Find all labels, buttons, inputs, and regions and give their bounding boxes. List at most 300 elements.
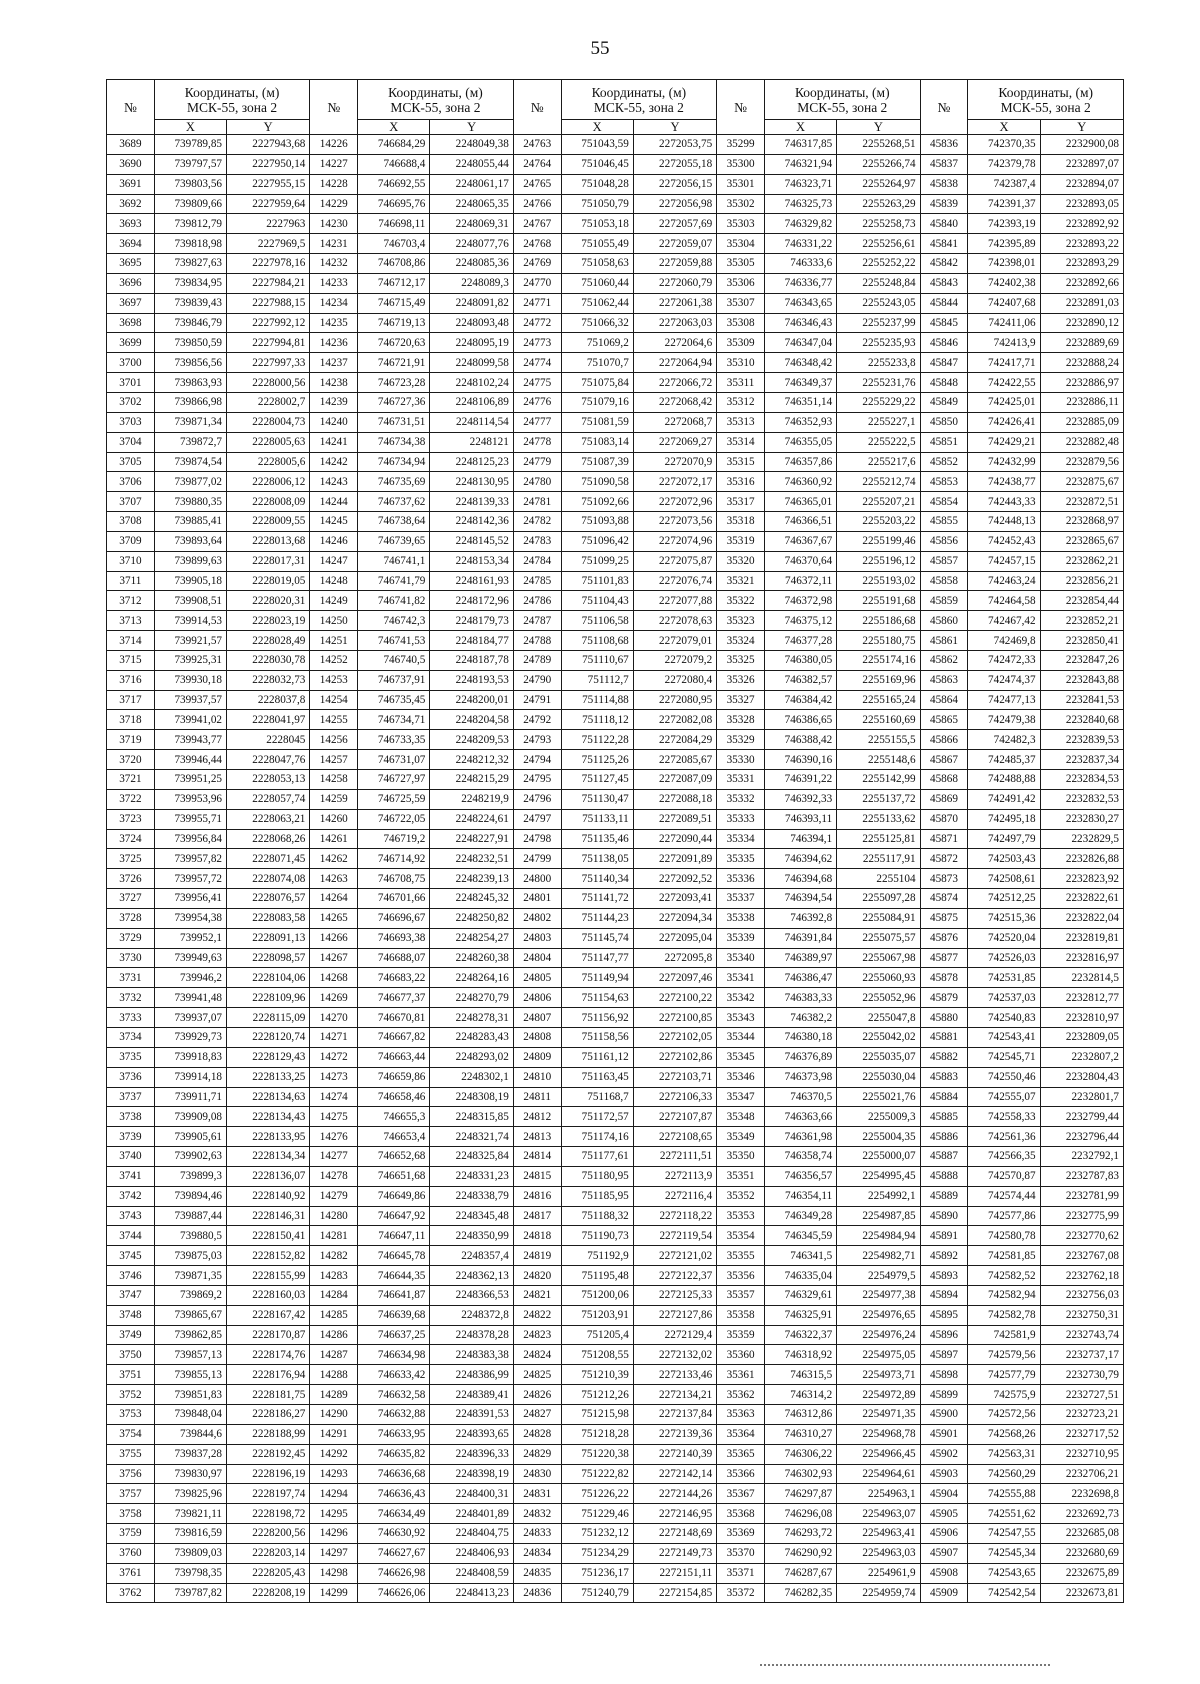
coord-y: 2228181,75	[227, 1385, 310, 1405]
coord-y: 2248401,89	[430, 1504, 513, 1524]
coord-x: 751092,66	[561, 492, 633, 512]
coord-y: 2232819,81	[1040, 928, 1123, 948]
coord-x: 751087,39	[561, 452, 633, 472]
point-number: 14296	[310, 1524, 358, 1544]
coord-x: 746658,46	[358, 1087, 430, 1107]
point-number: 3699	[107, 333, 155, 353]
coord-y: 2232816,97	[1040, 948, 1123, 968]
point-number: 35301	[717, 174, 765, 194]
point-number: 14297	[310, 1543, 358, 1563]
point-number: 24833	[513, 1524, 561, 1544]
header-y-5: Y	[1040, 120, 1123, 135]
coord-x: 746637,25	[358, 1325, 430, 1345]
table-row	[107, 1206, 1124, 1226]
point-number: 3689	[107, 135, 155, 155]
coord-y: 2272056,15	[633, 174, 716, 194]
coord-x: 751083,14	[561, 432, 633, 452]
point-number: 14235	[310, 313, 358, 333]
header-no-4: №	[717, 80, 765, 135]
coord-x: 746302,93	[764, 1464, 836, 1484]
point-number: 3714	[107, 631, 155, 651]
point-number: 35338	[717, 908, 765, 928]
point-number: 24780	[513, 472, 561, 492]
point-number: 3692	[107, 194, 155, 214]
coord-x: 746351,14	[764, 392, 836, 412]
coord-x: 746290,92	[764, 1543, 836, 1563]
coord-x: 751060,44	[561, 273, 633, 293]
point-number: 3706	[107, 472, 155, 492]
point-number: 3710	[107, 551, 155, 571]
coord-x: 742566,35	[968, 1147, 1040, 1167]
page-number: 55	[590, 38, 610, 59]
coord-x: 742452,43	[968, 531, 1040, 551]
coord-y: 2248139,33	[430, 492, 513, 512]
point-number: 35307	[717, 293, 765, 313]
point-number: 24814	[513, 1147, 561, 1167]
point-number: 45844	[920, 293, 968, 313]
point-number: 3717	[107, 690, 155, 710]
coord-x: 739869,2	[154, 1285, 226, 1305]
table-row	[107, 1147, 1124, 1167]
table-row	[107, 928, 1124, 948]
coord-y: 2255137,72	[837, 789, 920, 809]
coord-x: 751236,17	[561, 1563, 633, 1583]
coord-y: 2255264,97	[837, 174, 920, 194]
point-number: 35335	[717, 849, 765, 869]
table-row	[107, 849, 1124, 869]
coord-y: 2255060,93	[837, 968, 920, 988]
coord-y: 2228196,19	[227, 1464, 310, 1484]
coord-x: 742582,52	[968, 1266, 1040, 1286]
coord-x: 739850,59	[154, 333, 226, 353]
scan-artifact	[760, 1664, 1050, 1669]
table-row	[107, 1524, 1124, 1544]
coord-y: 2255237,99	[837, 313, 920, 333]
coord-y: 2228140,92	[227, 1186, 310, 1206]
coord-x: 746741,1	[358, 551, 430, 571]
table-row	[107, 1563, 1124, 1583]
point-number: 14272	[310, 1047, 358, 1067]
point-number: 35336	[717, 869, 765, 889]
point-number: 24784	[513, 551, 561, 571]
point-number: 24772	[513, 313, 561, 333]
coord-x: 746740,5	[358, 650, 430, 670]
coord-y: 2228004,73	[227, 412, 310, 432]
coord-y: 2272146,95	[633, 1504, 716, 1524]
coord-y: 2232829,5	[1040, 829, 1123, 849]
coord-x: 742526,03	[968, 948, 1040, 968]
coord-x: 742485,37	[968, 750, 1040, 770]
coord-y: 2228197,74	[227, 1484, 310, 1504]
coord-y: 2228200,56	[227, 1524, 310, 1544]
point-number: 45884	[920, 1087, 968, 1107]
point-number: 24817	[513, 1206, 561, 1226]
coord-x: 746287,67	[764, 1563, 836, 1583]
coord-x: 746739,65	[358, 531, 430, 551]
coord-y: 2255248,84	[837, 273, 920, 293]
coord-x: 742540,83	[968, 1008, 1040, 1028]
point-number: 14291	[310, 1424, 358, 1444]
point-number: 3740	[107, 1147, 155, 1167]
coord-y: 2272089,51	[633, 809, 716, 829]
point-number: 14279	[310, 1186, 358, 1206]
coord-y: 2272134,21	[633, 1385, 716, 1405]
coord-y: 2248393,65	[430, 1424, 513, 1444]
point-number: 24801	[513, 889, 561, 909]
coord-x: 746325,73	[764, 194, 836, 214]
point-number: 14278	[310, 1166, 358, 1186]
point-number: 14270	[310, 1008, 358, 1028]
coord-y: 2248400,31	[430, 1484, 513, 1504]
point-number: 24781	[513, 492, 561, 512]
header-x-2: X	[358, 120, 430, 135]
point-number: 45892	[920, 1246, 968, 1266]
point-number: 3719	[107, 730, 155, 750]
point-number: 35342	[717, 988, 765, 1008]
coord-y: 2228008,09	[227, 492, 310, 512]
coord-x: 739837,28	[154, 1444, 226, 1464]
point-number: 3694	[107, 234, 155, 254]
coord-x: 746384,42	[764, 690, 836, 710]
point-number: 14286	[310, 1325, 358, 1345]
table-row	[107, 730, 1124, 750]
coord-y: 2255009,3	[837, 1107, 920, 1127]
coord-y: 2255191,68	[837, 591, 920, 611]
point-number: 3720	[107, 750, 155, 770]
coord-y: 2232897,07	[1040, 154, 1123, 174]
coord-y: 2248239,13	[430, 869, 513, 889]
coord-y: 2248413,23	[430, 1583, 513, 1603]
coord-y: 2272064,94	[633, 353, 716, 373]
coord-y: 2248125,23	[430, 452, 513, 472]
coord-y: 2228005,6	[227, 452, 310, 472]
point-number: 3728	[107, 908, 155, 928]
coord-y: 2248245,32	[430, 889, 513, 909]
point-number: 14269	[310, 988, 358, 1008]
coord-x: 742503,43	[968, 849, 1040, 869]
point-number: 14239	[310, 392, 358, 412]
point-number: 14238	[310, 373, 358, 393]
coord-x: 739941,02	[154, 710, 226, 730]
point-number: 35324	[717, 631, 765, 651]
coord-x: 739834,95	[154, 273, 226, 293]
coord-y: 2232706,21	[1040, 1464, 1123, 1484]
coord-y: 2255125,81	[837, 829, 920, 849]
coord-x: 742520,04	[968, 928, 1040, 948]
table-row	[107, 1464, 1124, 1484]
coord-y: 2272097,46	[633, 968, 716, 988]
point-number: 35340	[717, 948, 765, 968]
point-number: 35322	[717, 591, 765, 611]
coord-y: 2248106,89	[430, 392, 513, 412]
table-row	[107, 135, 1124, 155]
coord-y: 2272056,98	[633, 194, 716, 214]
coord-y: 2272144,26	[633, 1484, 716, 1504]
point-number: 24823	[513, 1325, 561, 1345]
coord-x: 746325,91	[764, 1305, 836, 1325]
coord-y: 2248362,13	[430, 1266, 513, 1286]
coord-y: 2248179,73	[430, 611, 513, 631]
coord-y: 2227988,15	[227, 293, 310, 313]
coord-y: 2248283,43	[430, 1027, 513, 1047]
coord-x: 746394,68	[764, 869, 836, 889]
coord-y: 2228071,45	[227, 849, 310, 869]
coord-y: 2248331,23	[430, 1166, 513, 1186]
point-number: 3716	[107, 670, 155, 690]
coord-x: 746382,57	[764, 670, 836, 690]
point-number: 3751	[107, 1365, 155, 1385]
coord-x: 746722,05	[358, 809, 430, 829]
coord-y: 2255030,04	[837, 1067, 920, 1087]
table-row	[107, 412, 1124, 432]
table-row	[107, 1424, 1124, 1444]
coord-x: 751110,67	[561, 650, 633, 670]
point-number: 35323	[717, 611, 765, 631]
coord-y: 2248227,91	[430, 829, 513, 849]
coord-x: 746341,5	[764, 1246, 836, 1266]
table-row	[107, 611, 1124, 631]
coord-y: 2272057,69	[633, 214, 716, 234]
table-row	[107, 214, 1124, 234]
coord-y: 2272091,89	[633, 849, 716, 869]
coord-x: 746355,05	[764, 432, 836, 452]
point-number: 35315	[717, 452, 765, 472]
coord-y: 2255155,5	[837, 730, 920, 750]
coord-x: 751046,45	[561, 154, 633, 174]
coord-x: 746366,51	[764, 512, 836, 532]
coord-x: 746693,38	[358, 928, 430, 948]
coord-y: 2272116,4	[633, 1186, 716, 1206]
point-number: 35365	[717, 1444, 765, 1464]
header-y-2: Y	[430, 120, 513, 135]
coord-y: 2228174,76	[227, 1345, 310, 1365]
coord-y: 2255004,35	[837, 1127, 920, 1147]
coord-x: 746392,8	[764, 908, 836, 928]
coord-y: 2248212,32	[430, 750, 513, 770]
coord-y: 2272100,85	[633, 1008, 716, 1028]
coord-x: 742393,19	[968, 214, 1040, 234]
coord-y: 2228133,95	[227, 1127, 310, 1147]
coord-y: 2228013,68	[227, 531, 310, 551]
point-number: 45856	[920, 531, 968, 551]
coord-x: 751075,84	[561, 373, 633, 393]
coord-y: 2255021,76	[837, 1087, 920, 1107]
coord-x: 742464,58	[968, 591, 1040, 611]
point-number: 45875	[920, 908, 968, 928]
coord-y: 2232727,51	[1040, 1385, 1123, 1405]
table-row	[107, 1246, 1124, 1266]
coord-x: 751058,63	[561, 254, 633, 274]
coord-x: 751190,73	[561, 1226, 633, 1246]
header-x-1: X	[154, 120, 226, 135]
coord-x: 751081,59	[561, 412, 633, 432]
point-number: 14281	[310, 1226, 358, 1246]
coord-x: 742497,79	[968, 829, 1040, 849]
coord-y: 2232893,05	[1040, 194, 1123, 214]
coord-y: 2232890,12	[1040, 313, 1123, 333]
table-row	[107, 1067, 1124, 1087]
coord-x: 739911,71	[154, 1087, 226, 1107]
point-number: 45895	[920, 1305, 968, 1325]
point-number: 24821	[513, 1285, 561, 1305]
coord-y: 2228167,42	[227, 1305, 310, 1325]
coord-x: 746394,62	[764, 849, 836, 869]
coord-y: 2255243,05	[837, 293, 920, 313]
point-number: 35366	[717, 1464, 765, 1484]
coord-y: 2228009,55	[227, 512, 310, 532]
point-number: 24828	[513, 1424, 561, 1444]
coord-x: 746296,08	[764, 1504, 836, 1524]
point-number: 35316	[717, 472, 765, 492]
coord-x: 739825,96	[154, 1484, 226, 1504]
coord-x: 751099,25	[561, 551, 633, 571]
coord-y: 2255169,96	[837, 670, 920, 690]
point-number: 3708	[107, 512, 155, 532]
point-number: 24763	[513, 135, 561, 155]
point-number: 35358	[717, 1305, 765, 1325]
coord-x: 746394,1	[764, 829, 836, 849]
point-number: 35372	[717, 1583, 765, 1603]
coord-x: 742577,86	[968, 1206, 1040, 1226]
coord-y: 2272077,88	[633, 591, 716, 611]
point-number: 45896	[920, 1325, 968, 1345]
coord-x: 742479,38	[968, 710, 1040, 730]
coord-y: 2255133,62	[837, 809, 920, 829]
point-number: 35368	[717, 1504, 765, 1524]
coord-y: 2228150,41	[227, 1226, 310, 1246]
coord-x: 742537,03	[968, 988, 1040, 1008]
coord-y: 2272070,9	[633, 452, 716, 472]
header-coords-2	[358, 80, 514, 120]
coord-y: 2232698,8	[1040, 1484, 1123, 1504]
coord-x: 739902,63	[154, 1147, 226, 1167]
coord-x: 739844,6	[154, 1424, 226, 1444]
point-number: 14231	[310, 234, 358, 254]
table-row	[107, 1166, 1124, 1186]
coord-x: 746741,79	[358, 571, 430, 591]
coord-x: 751144,23	[561, 908, 633, 928]
coord-x: 746349,37	[764, 373, 836, 393]
point-number: 14280	[310, 1206, 358, 1226]
coord-x: 742411,06	[968, 313, 1040, 333]
coord-x: 742387,4	[968, 174, 1040, 194]
point-number: 45860	[920, 611, 968, 631]
coord-x: 739871,35	[154, 1266, 226, 1286]
coord-x: 751220,38	[561, 1444, 633, 1464]
coord-x: 739812,79	[154, 214, 226, 234]
point-number: 24810	[513, 1067, 561, 1087]
point-number: 24769	[513, 254, 561, 274]
point-number: 45909	[920, 1583, 968, 1603]
coord-x: 742467,42	[968, 611, 1040, 631]
coord-x: 751112,7	[561, 670, 633, 690]
coord-x: 746734,71	[358, 710, 430, 730]
point-number: 24779	[513, 452, 561, 472]
point-number: 24831	[513, 1484, 561, 1504]
point-number: 14266	[310, 928, 358, 948]
point-number: 35311	[717, 373, 765, 393]
table-row	[107, 1186, 1124, 1206]
coord-x: 746393,11	[764, 809, 836, 829]
coord-y: 2255203,22	[837, 512, 920, 532]
coord-x: 746363,66	[764, 1107, 836, 1127]
coord-x: 751188,32	[561, 1206, 633, 1226]
point-number: 35346	[717, 1067, 765, 1087]
coord-y: 2248270,79	[430, 988, 513, 1008]
point-number: 24793	[513, 730, 561, 750]
coord-y: 2248145,52	[430, 531, 513, 551]
coord-y: 2228188,99	[227, 1424, 310, 1444]
coord-x: 746659,86	[358, 1067, 430, 1087]
coord-x: 746376,89	[764, 1047, 836, 1067]
point-number: 24782	[513, 512, 561, 532]
coord-x: 751043,59	[561, 135, 633, 155]
coord-x: 742417,71	[968, 353, 1040, 373]
coord-x: 746733,35	[358, 730, 430, 750]
table-row	[107, 988, 1124, 1008]
coords-label-line2: МСК-55, зона 2	[593, 99, 684, 115]
point-number: 35305	[717, 254, 765, 274]
point-number: 45898	[920, 1365, 968, 1385]
coord-x: 751108,68	[561, 631, 633, 651]
point-number: 35339	[717, 928, 765, 948]
coord-x: 739866,98	[154, 392, 226, 412]
coord-x: 742531,85	[968, 968, 1040, 988]
coord-y: 2254984,94	[837, 1226, 920, 1246]
coord-x: 739955,71	[154, 809, 226, 829]
coord-x: 739877,02	[154, 472, 226, 492]
point-number: 24792	[513, 710, 561, 730]
coord-x: 742579,56	[968, 1345, 1040, 1365]
coord-y: 2248187,78	[430, 650, 513, 670]
table-row	[107, 452, 1124, 472]
coord-y: 2272072,96	[633, 492, 716, 512]
coord-y: 2272140,39	[633, 1444, 716, 1464]
coord-x: 751118,12	[561, 710, 633, 730]
coord-y: 2254977,38	[837, 1285, 920, 1305]
coord-y: 2232692,73	[1040, 1504, 1123, 1524]
point-number: 45902	[920, 1444, 968, 1464]
point-number: 35325	[717, 650, 765, 670]
coord-x: 746735,45	[358, 690, 430, 710]
coord-x: 746389,97	[764, 948, 836, 968]
point-number: 3746	[107, 1266, 155, 1286]
point-number: 35344	[717, 1027, 765, 1047]
coord-x: 739798,35	[154, 1563, 226, 1583]
coord-x: 751240,79	[561, 1583, 633, 1603]
table-row	[107, 174, 1124, 194]
point-number: 45876	[920, 928, 968, 948]
coord-y: 2248232,51	[430, 849, 513, 869]
table-row	[107, 1127, 1124, 1147]
coord-x: 746372,11	[764, 571, 836, 591]
table-row	[107, 1583, 1124, 1603]
point-number: 35303	[717, 214, 765, 234]
coord-y: 2232807,2	[1040, 1047, 1123, 1067]
point-number: 35334	[717, 829, 765, 849]
coord-x: 739821,11	[154, 1504, 226, 1524]
point-number: 24766	[513, 194, 561, 214]
point-number: 3734	[107, 1027, 155, 1047]
coord-x: 751212,26	[561, 1385, 633, 1405]
coord-y: 2228017,31	[227, 551, 310, 571]
coord-x: 739846,79	[154, 313, 226, 333]
coord-x: 746306,22	[764, 1444, 836, 1464]
coord-x: 739893,64	[154, 531, 226, 551]
coord-y: 2232894,07	[1040, 174, 1123, 194]
coord-y: 2228134,34	[227, 1147, 310, 1167]
table-row	[107, 154, 1124, 174]
